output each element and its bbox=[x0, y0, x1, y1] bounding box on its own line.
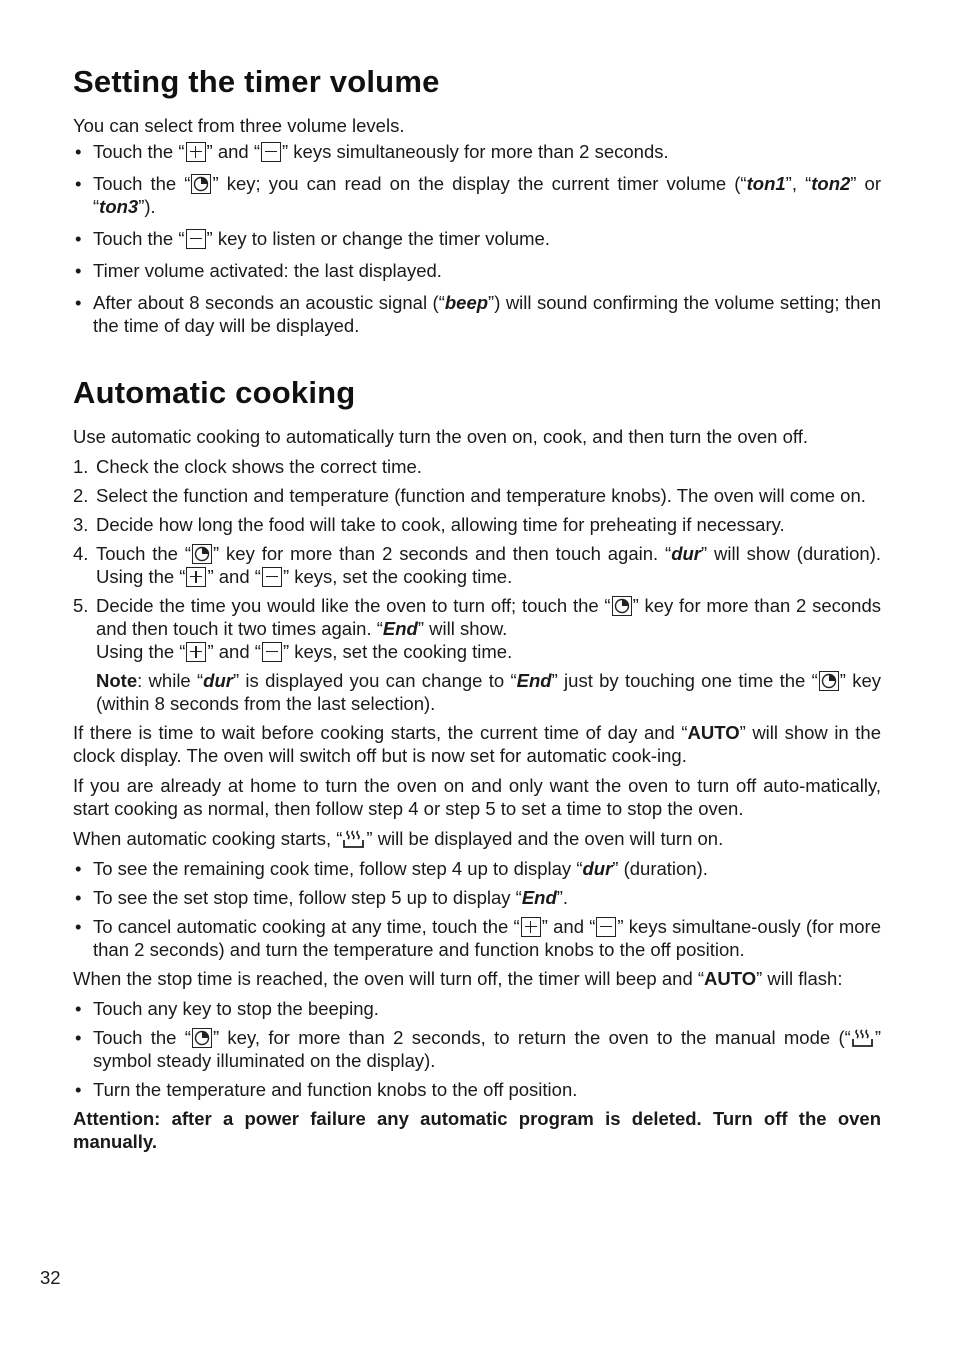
timer-volume-steps bbox=[73, 140, 881, 337]
note: Note: while “dur” is displayed you can change to “End” just by touching one time the “ ” key (within 8 seconds from the last selection). bbox=[96, 670, 881, 714]
list-item: 1. Check the clock shows the correct time. bbox=[73, 456, 422, 477]
list-item: 2. Select the function and temperature (function and temperature knobs). The oven will come on. bbox=[73, 485, 866, 506]
list-item: 3. Decide how long the food will take to cook, allowing time for preheating if necessary. bbox=[73, 514, 785, 535]
minus-key-icon bbox=[262, 642, 282, 662]
list-item: • Touch the “ ” key; you can read on the display the current timer volume (“ton1”, “ton2” or “ton3”). bbox=[73, 172, 881, 218]
minus-key-icon bbox=[186, 229, 206, 249]
minus-key-icon bbox=[261, 142, 281, 162]
heating-symbol-icon bbox=[851, 1027, 875, 1048]
clock-key-icon bbox=[192, 1028, 212, 1048]
clock-key-icon bbox=[192, 544, 212, 564]
minus-key-icon bbox=[596, 917, 616, 937]
list-item: • Touch the “ ” key to listen or change the timer volume. bbox=[73, 227, 881, 250]
stop-time-steps bbox=[73, 997, 881, 1101]
heating-symbol-icon bbox=[342, 828, 366, 849]
list-item: • After about 8 seconds an acoustic signal (“beep”) will sound confirming the volume setting; then the time of day will be displayed. bbox=[73, 291, 881, 337]
list-item: 4. Touch the “ ” key for more than 2 seconds and then touch again. “dur” will show (duration). Using the “ ” and “ ” keys, set the cooking time. bbox=[73, 543, 881, 587]
list-item: • To see the remaining cook time, follow step 4 up to display “dur” (duration). bbox=[73, 857, 881, 880]
automatic-cooking-steps bbox=[73, 455, 881, 715]
plus-key-icon bbox=[186, 642, 206, 662]
plus-key-icon bbox=[186, 567, 206, 587]
attention-warning: Attention: after a power failure any automatic program is deleted. Turn off the oven manually. bbox=[73, 1108, 881, 1152]
paragraph: When the stop time is reached, the oven will turn off, the timer will beep and “AUTO” will flash: bbox=[73, 968, 843, 989]
minus-key-icon bbox=[262, 567, 282, 587]
list-item: • Touch the “ ” key, for more than 2 seconds, to return the oven to the manual mode (“ ” symbol steady illuminated on the display). bbox=[73, 1026, 881, 1072]
paragraph: If you are already at home to turn the oven on and only want the oven to turn off auto-matically, start cooking as normal, then follow step 4 or step 5 to set a time to stop the oven. bbox=[73, 775, 881, 819]
list-item: • To cancel automatic cooking at any time, touch the “ ” and “ ” keys simultane-ously (for more than 2 seconds) and turn the temperature and function knobs to the off position. bbox=[73, 915, 881, 961]
list-item: • Touch the “ ” and “ ” keys simultaneously for more than 2 seconds. bbox=[73, 140, 881, 163]
paragraph: When automatic cooking starts, “ ” will be displayed and the oven will turn on. bbox=[73, 828, 724, 849]
section-title-automatic-cooking: Automatic cooking bbox=[73, 375, 356, 410]
timer-volume-intro: You can select from three volume levels. bbox=[73, 115, 405, 136]
manual-page bbox=[73, 62, 881, 1160]
list-item: • To see the set stop time, follow step 5 up to display “End”. bbox=[73, 886, 881, 909]
page-number: 32 bbox=[40, 1267, 61, 1288]
automatic-cooking-intro: Use automatic cooking to automatically turn the oven on, cook, and then turn the oven off. bbox=[73, 426, 808, 447]
list-item: • Timer volume activated: the last displayed. bbox=[73, 259, 881, 282]
section-title-timer-volume: Setting the timer volume bbox=[73, 64, 440, 99]
automatic-cooking-tips bbox=[73, 857, 881, 961]
clock-key-icon bbox=[612, 596, 632, 616]
clock-key-icon bbox=[819, 671, 839, 691]
plus-key-icon bbox=[521, 917, 541, 937]
paragraph: If there is time to wait before cooking starts, the current time of day and “AUTO” will show in the clock display. The oven will switch off but is now set for automatic cook-ing. bbox=[73, 722, 881, 766]
list-item: • Touch any key to stop the beeping. bbox=[73, 997, 881, 1020]
plus-key-icon bbox=[186, 142, 206, 162]
clock-key-icon bbox=[191, 174, 211, 194]
list-item: 5. Decide the time you would like the oven to turn off; touch the “ ” key for more than 2 seconds and then touch it two times again. “End” will show. Using the “ ” and “ ” keys, set the cooking time. Note: while “dur” is displayed you can change to “End” just by touching one time the “ ” key (within 8 seconds from the last selection). bbox=[73, 595, 881, 714]
list-item: • Turn the temperature and function knobs to the off position. bbox=[73, 1078, 881, 1101]
